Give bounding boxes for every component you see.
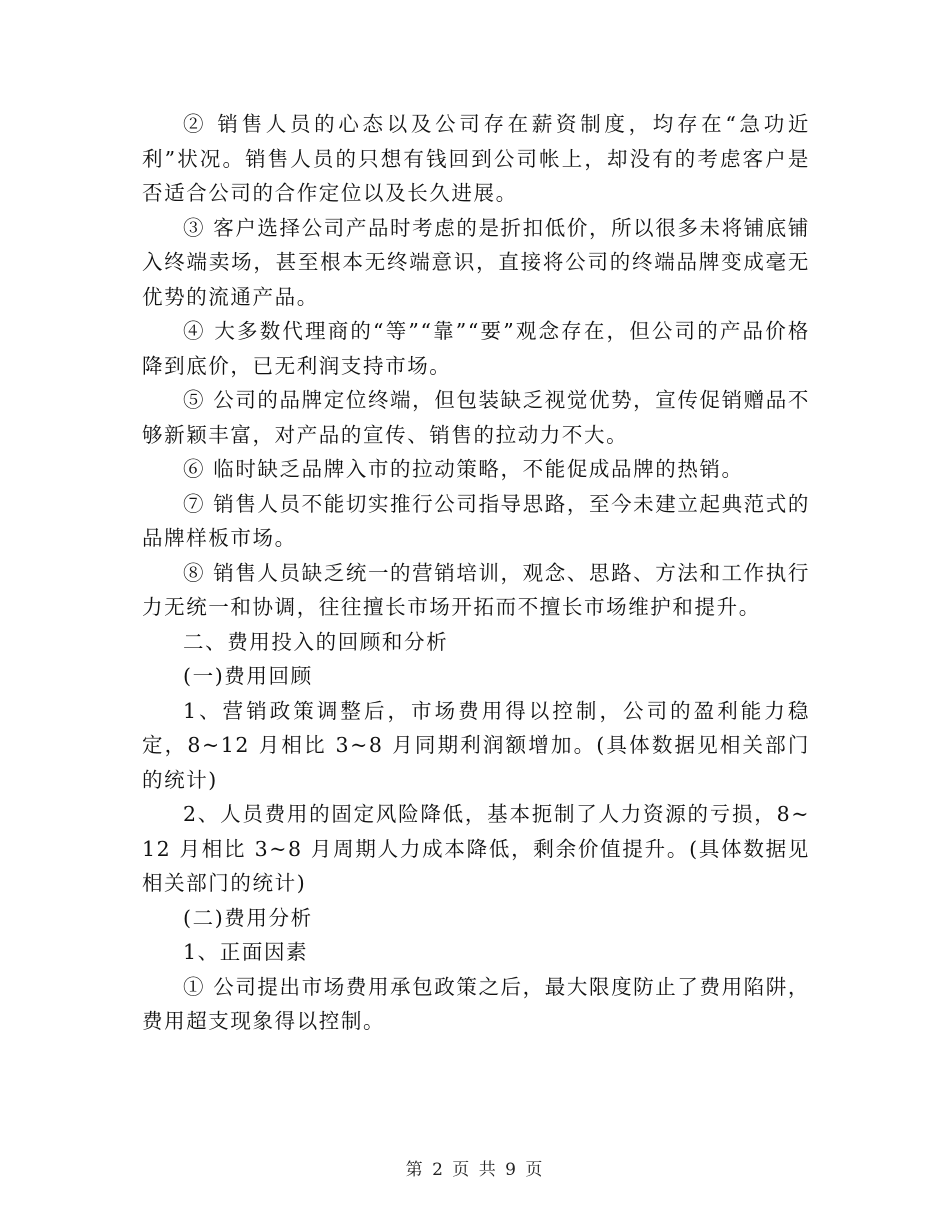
item-heading-positive-factors: 1、正面因素 (183, 940, 309, 964)
paragraph-customer-discount: ③ 客户选择公司产品时考虑的是折扣低价，所以很多未将铺底铺入终端卖场，甚至根本无终端意识，直接将公司的终端品牌变成毫无优势的流通产品。 (142, 215, 810, 309)
paragraph-sales-training: ⑧ 销售人员缺乏统一的营销培训，观念、思路、方法和工作执行力无统一和协调，往往擅长市场开拓而不擅长市场维护和提升。 (142, 560, 810, 619)
paragraph-brand-packaging: ⑤ 公司的品牌定位终端，但包装缺乏视觉优势，宣传促销赠品不够新颖丰富，对产品的宣传、销售的拉动力不大。 (142, 388, 810, 447)
paragraph-agent-attitude: ④ 大多数代理商的“等”“靠”“要”观念存在，但公司的产品价格降到底价，已无利润支持市场。 (142, 319, 810, 378)
paragraph-marketing-policy: 1、营销政策调整后，市场费用得以控制，公司的盈利能力稳定，8~12 月相比 3~8 月同期利润额增加。(具体数据见相关部门的统计) (142, 698, 810, 792)
paragraph-sample-market: ⑦ 销售人员不能切实推行公司指导思路，至今未建立起典范式的品牌样板市场。 (142, 491, 810, 550)
paragraph-cost-contract-policy: ① 公司提出市场费用承包政策之后，最大限度防止了费用陷阱，费用超支现象得以控制。 (142, 974, 810, 1033)
section-heading-cost-review: 二、费用投入的回顾和分析 (183, 629, 449, 654)
paragraph-market-strategy: ⑥ 临时缺乏品牌入市的拉动策略，不能促成品牌的热销。 (183, 457, 744, 481)
subsection-heading-cost-analysis: (二)费用分析 (183, 905, 313, 930)
subsection-heading-cost-review: (一)费用回顾 (183, 664, 313, 688)
paragraph-salesperson-mindset: ② 销售人员的心态以及公司存在薪资制度，均存在“急功近利”状况。销售人员的只想有钱回到公司帐上，却没有的考虑客户是否适合公司的合作定位以及长久进展。 (142, 112, 810, 205)
document-body (142, 107, 810, 1039)
paragraph-personnel-cost: 2、人员费用的固定风险降低，基本扼制了人力资源的亏损，8~12 月相比 3~8 月周期人力成本降低，剩余价值提升。(具体数据见相关部门的统计) (142, 802, 810, 895)
page-number: 第 2 页 共 9 页 (405, 1160, 545, 1180)
